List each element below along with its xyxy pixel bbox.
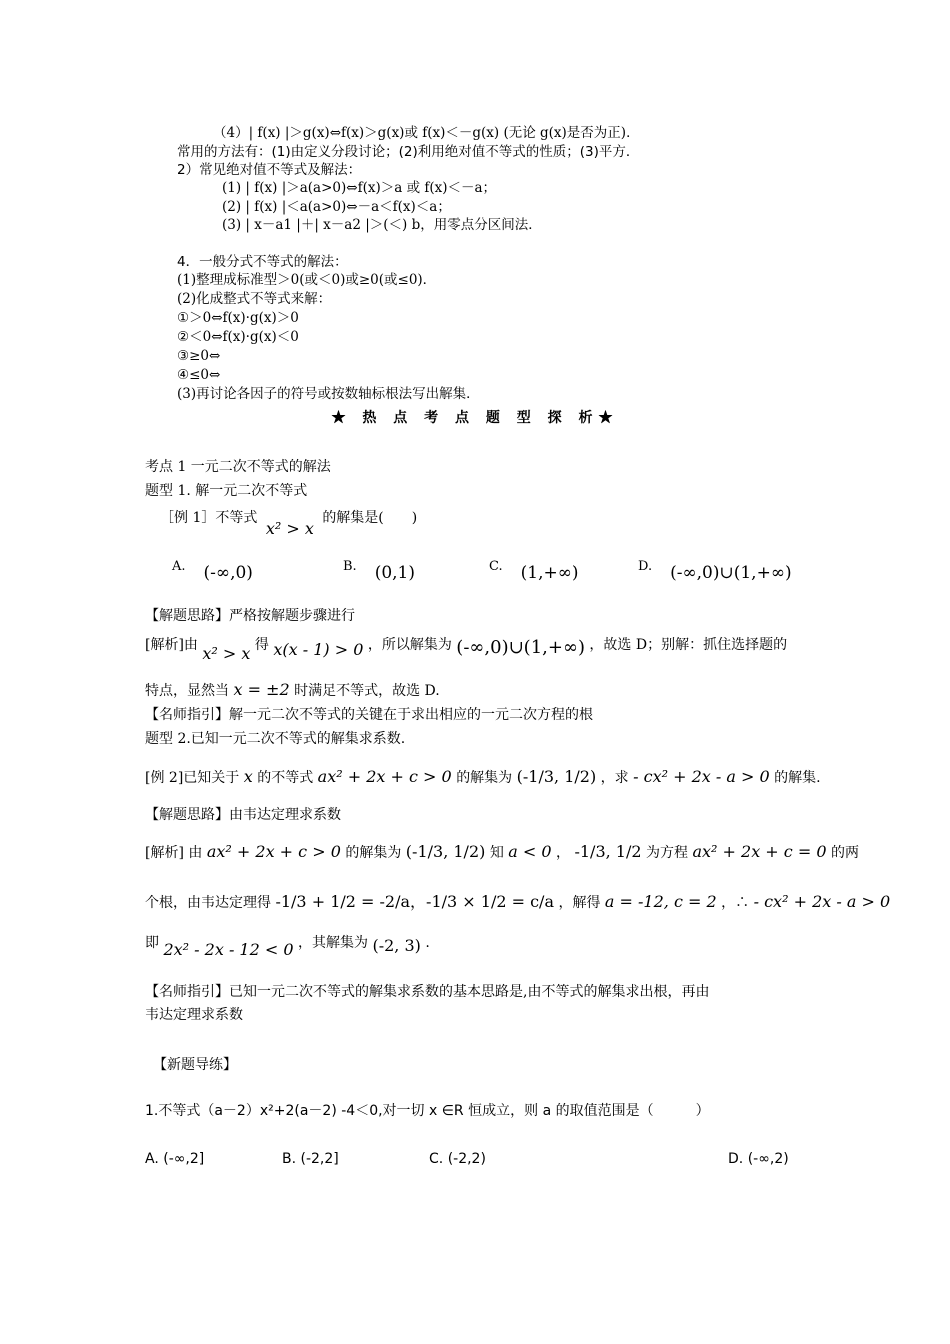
abs-inequality-title: 2）常见绝对值不等式及解法： [177, 162, 362, 178]
abs-case-1: (1) | f(x) |＞a(a>0)⇔f(x)＞a 或 f(x)＜－a； [222, 180, 497, 196]
example-1-solution-line-2: 特点，显然当 x = ±2 时满足不等式，故选 D. [145, 680, 440, 699]
question-1-stem: 1.不等式（a－2）x²+2(a－2) -4＜0,对一切 x ∈R 恒成立，则 a 的取值范围是（ ） [145, 1103, 710, 1119]
common-methods: 常用的方法有：(1)由定义分段讨论；(2)利用绝对值不等式的性质；(3)平方． [177, 144, 640, 160]
fraction-case-2: ②＜0⇔f(x)·g(x)＜0 [177, 329, 299, 345]
fraction-case-4: ④≤0⇔ [177, 367, 221, 383]
kaodian-1-title: 考点 1 一元二次不等式的解法 [145, 459, 331, 475]
abs-rule-4: （4）| f(x) |＞g(x)⇔f(x)＞g(x)或 f(x)＜－g(x) (无论 g(x)是否为正)． [213, 125, 640, 141]
example-1-option-b: $^{B.}$ (0,1) [343, 559, 415, 583]
fraction-step-2: (2)化成整式不等式来解： [177, 291, 332, 307]
new-exercises-title: 【新题导练】 [153, 1057, 237, 1073]
example-1-option-a: $^{A.}$ (-∞,0) [172, 559, 253, 583]
example-1-inequality: x² > x [265, 519, 314, 538]
example-1-solution-line-1: [解析]由 x² > x 得 x(x - 1) > 0 ，所以解集为 (-∞,0)∪(1,+∞) ，故选 D；别解：抓住选择题的 [145, 637, 788, 663]
tip-2-line-1: 【名师指引】已知一元二次不等式的解集求系数的基本思路是,由不等式的解集求出根，再由 [145, 984, 710, 1000]
abs-case-3: (3) | x－a1 |＋| x－a2 |＞(＜) b，用零点分区间法． [222, 217, 542, 233]
math-x2-gt-x: x² > x [202, 644, 251, 663]
fraction-case-3: ③≥0⇔ [177, 348, 221, 364]
example-2-solution-line-2: 个根，由韦达定理得 -1/3 + 1/2 = -2/a，-1/3 × 1/2 = c/a ，解得 a = -12, c = 2 ，∴ - cx² + 2x - a > 0 [145, 892, 891, 911]
math-ax2: ax² + 2x + c > 0 [317, 767, 452, 786]
math-neg-cx2: - cx² + 2x - a > 0 [633, 767, 770, 786]
fraction-ineq-title: 4．一般分式不等式的解法： [177, 254, 348, 270]
question-1-option-a: A. (-∞,2] [145, 1151, 205, 1167]
example-1-option-c: $^{C.}$ (1,+∞) [489, 559, 579, 583]
math-factored: x(x - 1) > 0 [273, 640, 364, 659]
fraction-case-1: ①＞0⇔f(x)·g(x)＞0 [177, 310, 299, 326]
fraction-step-3: (3)再讨论各因子的符号或按数轴标根法写出解集． [177, 386, 480, 402]
tixing-2-title: 题型 2.已知一元二次不等式的解集求系数. [145, 731, 406, 747]
example-2-stem: [例 2]已知关于 x 的不等式 ax² + 2x + c > 0 的解集为 (-1/3, 1/2) ，求 - cx² + 2x - a > 0 的解集. [145, 767, 821, 786]
hot-topics-title: ★ 热 点 考 点 题 型 探 析★ [331, 410, 619, 426]
abs-case-2: (2) | f(x) |＜a(a>0)⇔－a＜f(x)＜a； [222, 199, 451, 215]
fraction-step-1: (1)整理成标准型＞0(或＜0)或≥0(或≤0)． [177, 272, 437, 288]
math-interval: (-1/3, 1/2) [516, 767, 597, 786]
example-1-idea: 【解题思路】严格按解题步骤进行 [145, 608, 355, 624]
tixing-1-title: 题型 1. 解一元二次不等式 [145, 483, 308, 499]
math-solution-set: (-∞,0)∪(1,+∞) [456, 637, 585, 658]
tip-2-line-2: 韦达定理求系数 [145, 1007, 243, 1023]
example-2-solution-line-3: 即 2x² - 2x - 12 < 0 ，其解集为 (-2, 3) . [145, 935, 430, 959]
example-2-solution-line-1: [解析] 由 ax² + 2x + c > 0 的解集为 (-1/3, 1/2) 知 a < 0 ， -1/3, 1/2 为方程 ax² + 2x + c = 0 的两 [145, 842, 859, 861]
example-1-suffix: 的解集是( ) [322, 510, 418, 526]
question-1-option-d: D. (-∞,2) [728, 1151, 789, 1167]
example-2-idea: 【解题思路】由韦达定理求系数 [145, 807, 341, 823]
question-1-option-b: B. (-2,2] [282, 1151, 339, 1167]
example-1-stem [160, 508, 418, 538]
question-1-option-c: C. (-2,2) [429, 1151, 486, 1167]
example-1-prefix: ［例 1］不等式 [160, 510, 258, 526]
math-x-pm-2: x = ±2 [233, 680, 290, 699]
example-1-option-d: $^{D.}$ (-∞,0)∪(1,+∞) [638, 559, 792, 583]
tip-1: 【名师指引】解一元二次不等式的关键在于求出相应的一元二次方程的根 [145, 707, 593, 723]
